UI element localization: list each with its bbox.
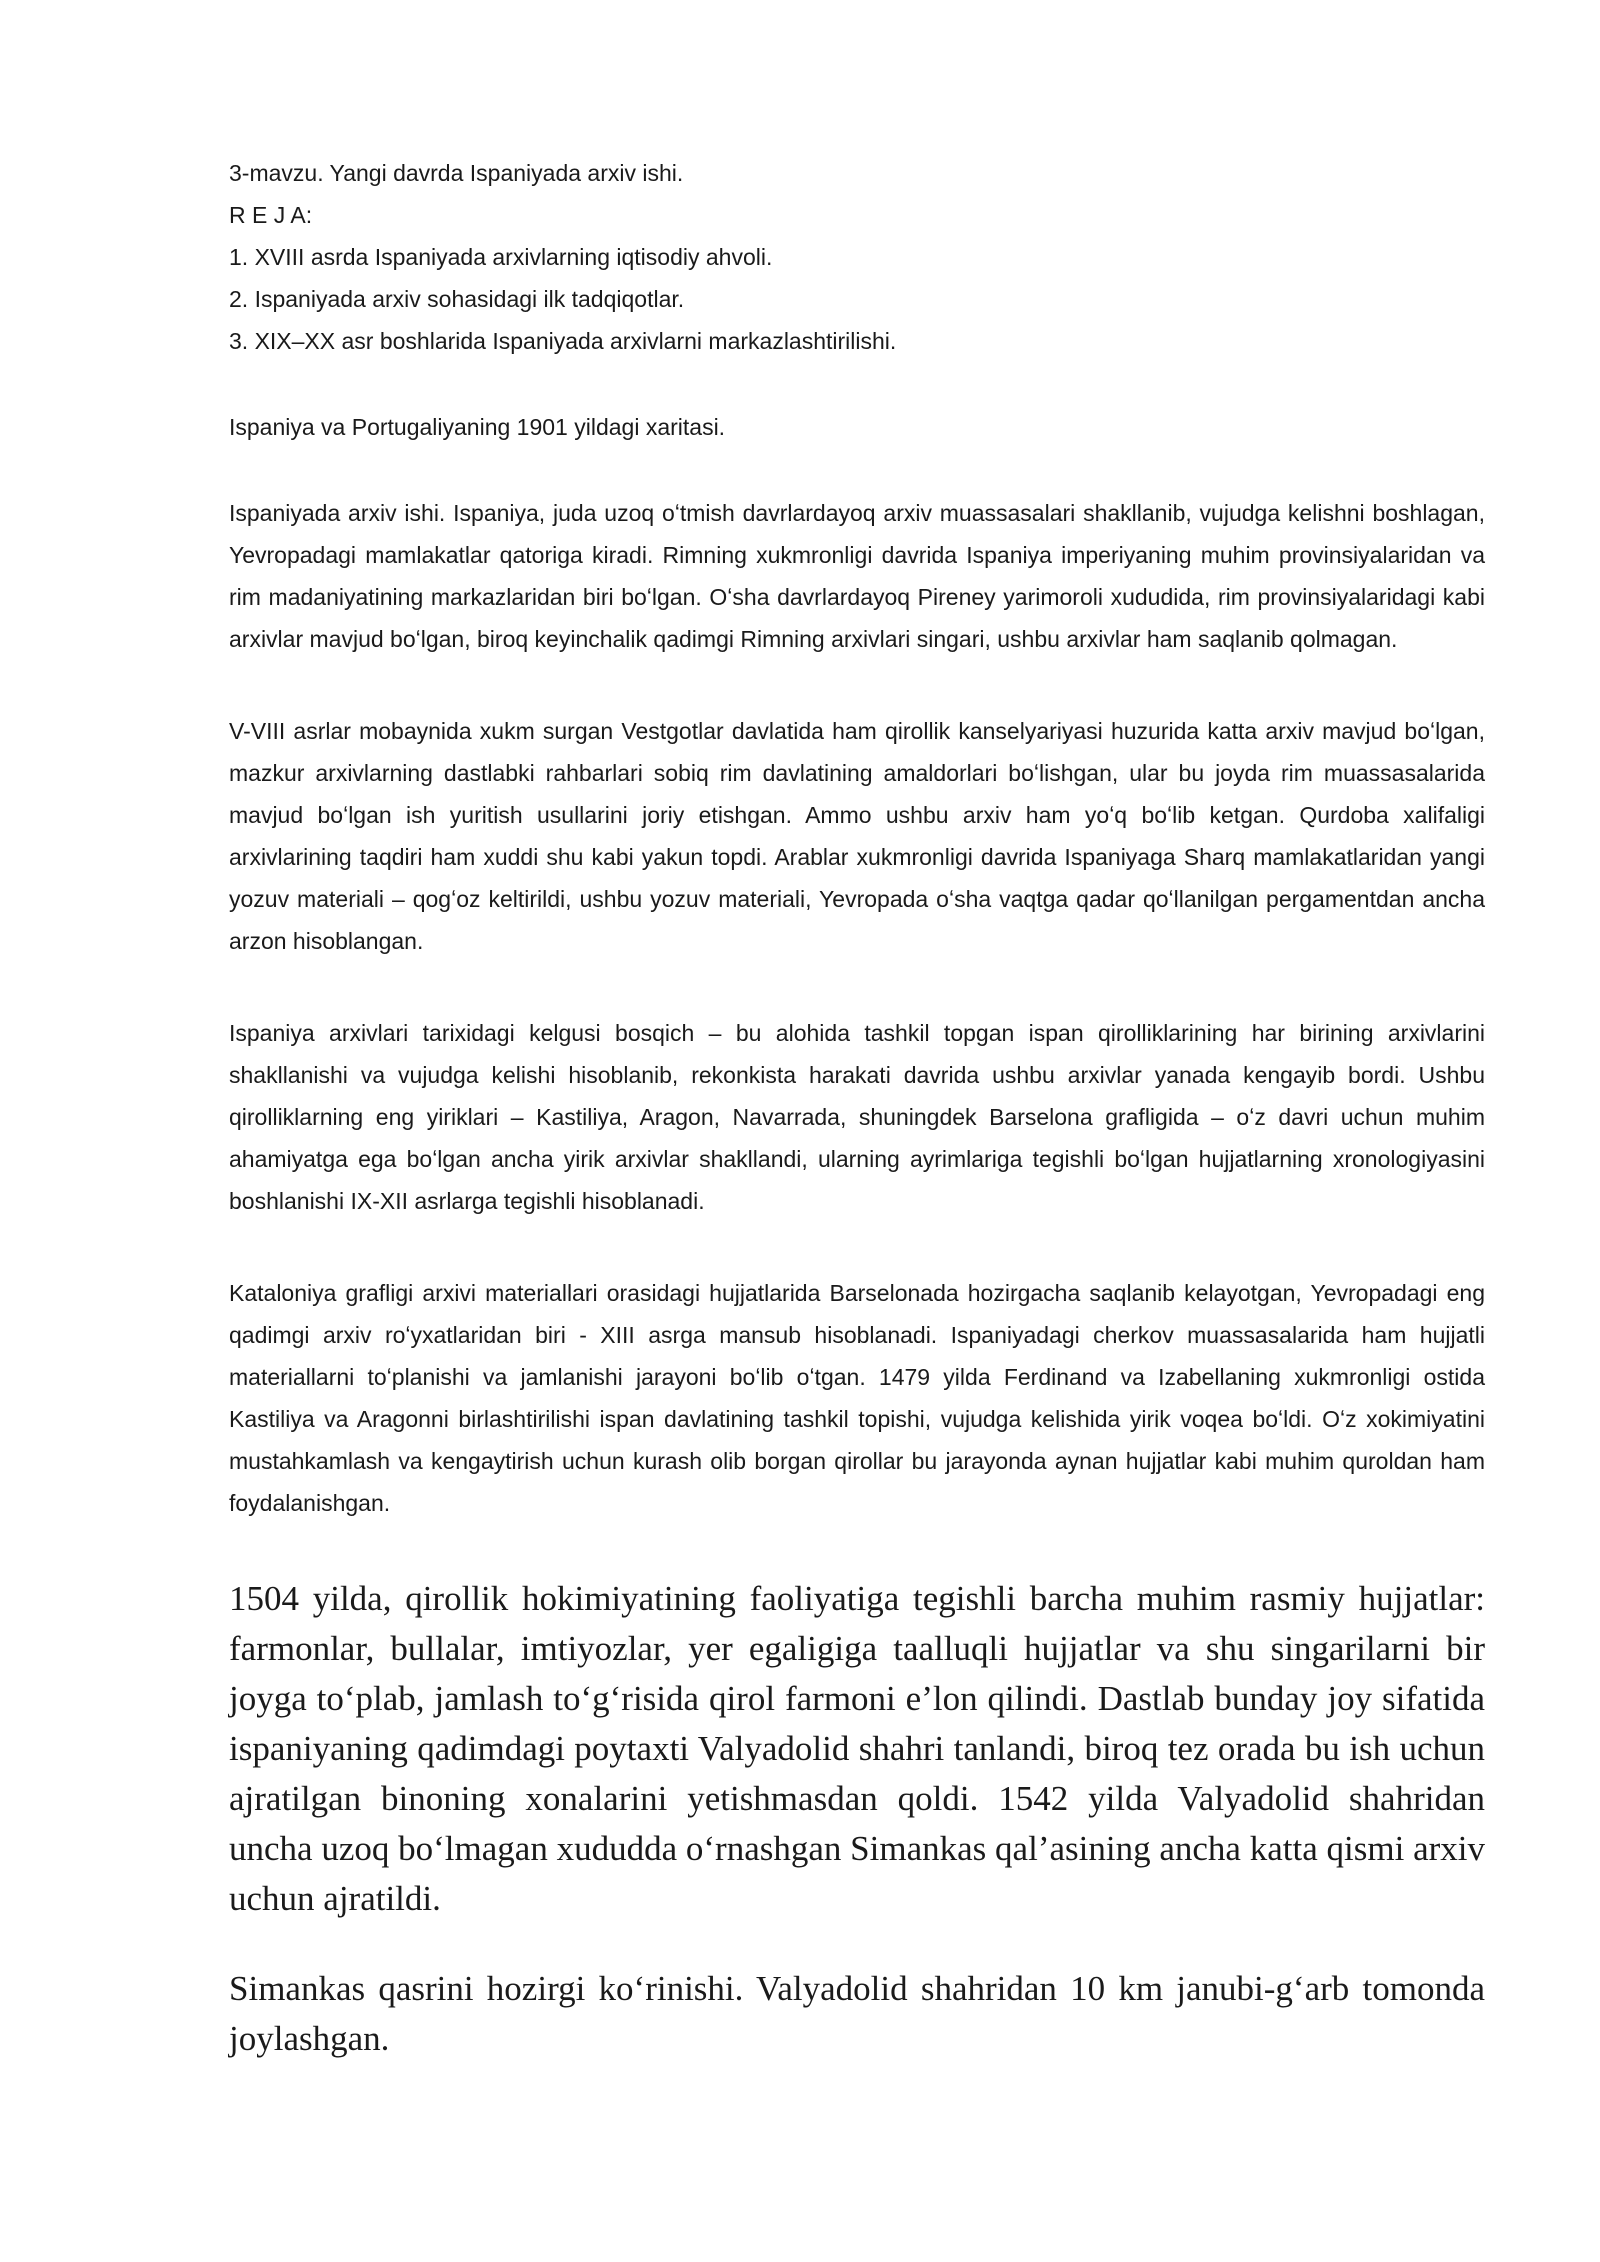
body-section: [229, 492, 1485, 1524]
body-paragraph: V-VIII asrlar mobaynida xukm surgan Vestgotlar davlatida ham qirollik kanselyariyasi huzurida katta arxiv mavjud boʻlgan, mazkur arxivlarning dastlabki rahbarlari sobiq rim davlatining amaldorlari boʻlishgan, ular bu joyda rim muassasalarida mavjud boʻlgan ish yuritish usullarini joriy etishgan. Ammo ushbu arxiv ham yoʻq boʻlib ketgan. Qurdoba xalifaligi arxivlarining taqdiri ham xuddi shu kabi yakun topdi. Arablar xukmronligi davrida Ispaniyaga Sharq mamlakatlaridan yangi yozuv materiali – qogʻoz keltirildi, ushbu yozuv materiali, Yevropada oʻsha vaqtga qadar qoʻllanilgan pergamentdan ancha arzon hisoblangan.: [229, 718, 1485, 954]
spacer: [229, 660, 1485, 710]
spacer: [229, 1924, 1485, 1964]
spacer: [229, 362, 1485, 406]
spacer: [229, 1222, 1485, 1272]
plan-heading: R E J A:: [229, 202, 313, 228]
map-caption: Ispaniya va Portugaliyaning 1901 yildagi xaritasi.: [229, 414, 726, 440]
spacer: [229, 962, 1485, 1012]
serif-paragraph: Simankas qasrini hozirgi koʻrinishi. Valyadolid shahridan 10 km janubi-gʻarb tomonda joylashgan.: [229, 1969, 1485, 2058]
spacer: [229, 448, 1485, 492]
serif-section: [229, 1574, 1485, 2064]
serif-paragraph: 1504 yilda, qirollik hokimiyatining faoliyatiga tegishli barcha muhim rasmiy hujjatlar: farmonlar, bullalar, imtiyozlar, yer egaligiga taalluqli hujjatlar va shu singarilarni bir joyga toʻplab, jamlash toʻgʻrisida qirol farmoni e’lon qilindi. Dastlab bunday joy sifatida ispaniyaning qadimdagi poytaxti Valyadolid shahri tanlandi, biroq tez orada bu ish uchun ajratilgan binoning xonalarini yetishmasdan qoldi. 1542 yilda Valyadolid shahridan uncha uzoq boʻlmagan xududda oʻrnashgan Simankas qal’asining ancha katta qismi arxiv uchun ajratildi.: [229, 1579, 1485, 1918]
document-page: [229, 152, 1485, 2064]
plan-item: 1. XVIII asrda Ispaniyada arxivlarning iqtisodiy ahvoli.: [229, 244, 773, 270]
document-title: 3-mavzu. Yangi davrda Ispaniyada arxiv ishi.: [229, 160, 684, 186]
body-paragraph: Ispaniyada arxiv ishi. Ispaniya, juda uzoq oʻtmish davrlardayoq arxiv muassasalari shakllanib, vujudga kelishni boshlagan, Yevropadagi mamlakatlar qatoriga kiradi. Rimning xukmronligi davrida Ispaniya imperiyaning muhim provinsiyalaridan va rim madaniyatining markazlaridan biri boʻlgan. Oʻsha davrlardayoq Pireney yarimoroli xududida, rim provinsiyalaridagi kabi arxivlar mavjud boʻlgan, biroq keyinchalik qadimgi Rimning arxivlari singari, ushbu arxivlar ham saqlanib qolmagan.: [229, 500, 1485, 652]
plan-item: 3. XIX–XX asr boshlarida Ispaniyada arxivlarni markazlashtirilishi.: [229, 328, 897, 354]
plan-item: 2. Ispaniyada arxiv sohasidagi ilk tadqiqotlar.: [229, 286, 685, 312]
document-header: [229, 152, 1485, 362]
spacer: [229, 1524, 1485, 1574]
body-paragraph: Kataloniya grafligi arxivi materiallari orasidagi hujjatlarida Barselonada hozirgacha saqlanib kelayotgan, Yevropadagi eng qadimgi arxiv roʻyxatlaridan biri - XIII asrga mansub hisoblanadi. Ispaniyadagi cherkov muassasalarida ham hujjatli materiallarni toʻplanishi va jamlanishi jarayoni boʻlib oʻtgan. 1479 yilda Ferdinand va Izabellaning xukmronligi ostida Kastiliya va Aragonni birlashtirilishi ispan davlatining tashkil topishi, vujudga kelishida yirik voqea boʻldi. Oʻz xokimiyatini mustahkamlash va kengaytirish uchun kurash olib borgan qirollar bu jarayonda aynan hujjatlar kabi muhim quroldan ham foydalanishgan.: [229, 1280, 1485, 1516]
map-caption-block: [229, 406, 1485, 448]
body-paragraph: Ispaniya arxivlari tarixidagi kelgusi bosqich – bu alohida tashkil topgan ispan qirolliklarining har birining arxivlarini shakllanishi va vujudga kelishi hisoblanib, rekonkista harakati davrida ushbu arxivlar yanada kengayib bordi. Ushbu qirolliklarning eng yiriklari – Kastiliya, Aragon, Navarrada, shuningdek Barselona grafligida – oʻz davri uchun muhim ahamiyatga ega boʻlgan ancha yirik arxivlar shakllandi, ularning ayrimlariga tegishli boʻlgan hujjatlarning xronologiyasini boshlanishi IX-XII asrlarga tegishli hisoblanadi.: [229, 1020, 1485, 1214]
